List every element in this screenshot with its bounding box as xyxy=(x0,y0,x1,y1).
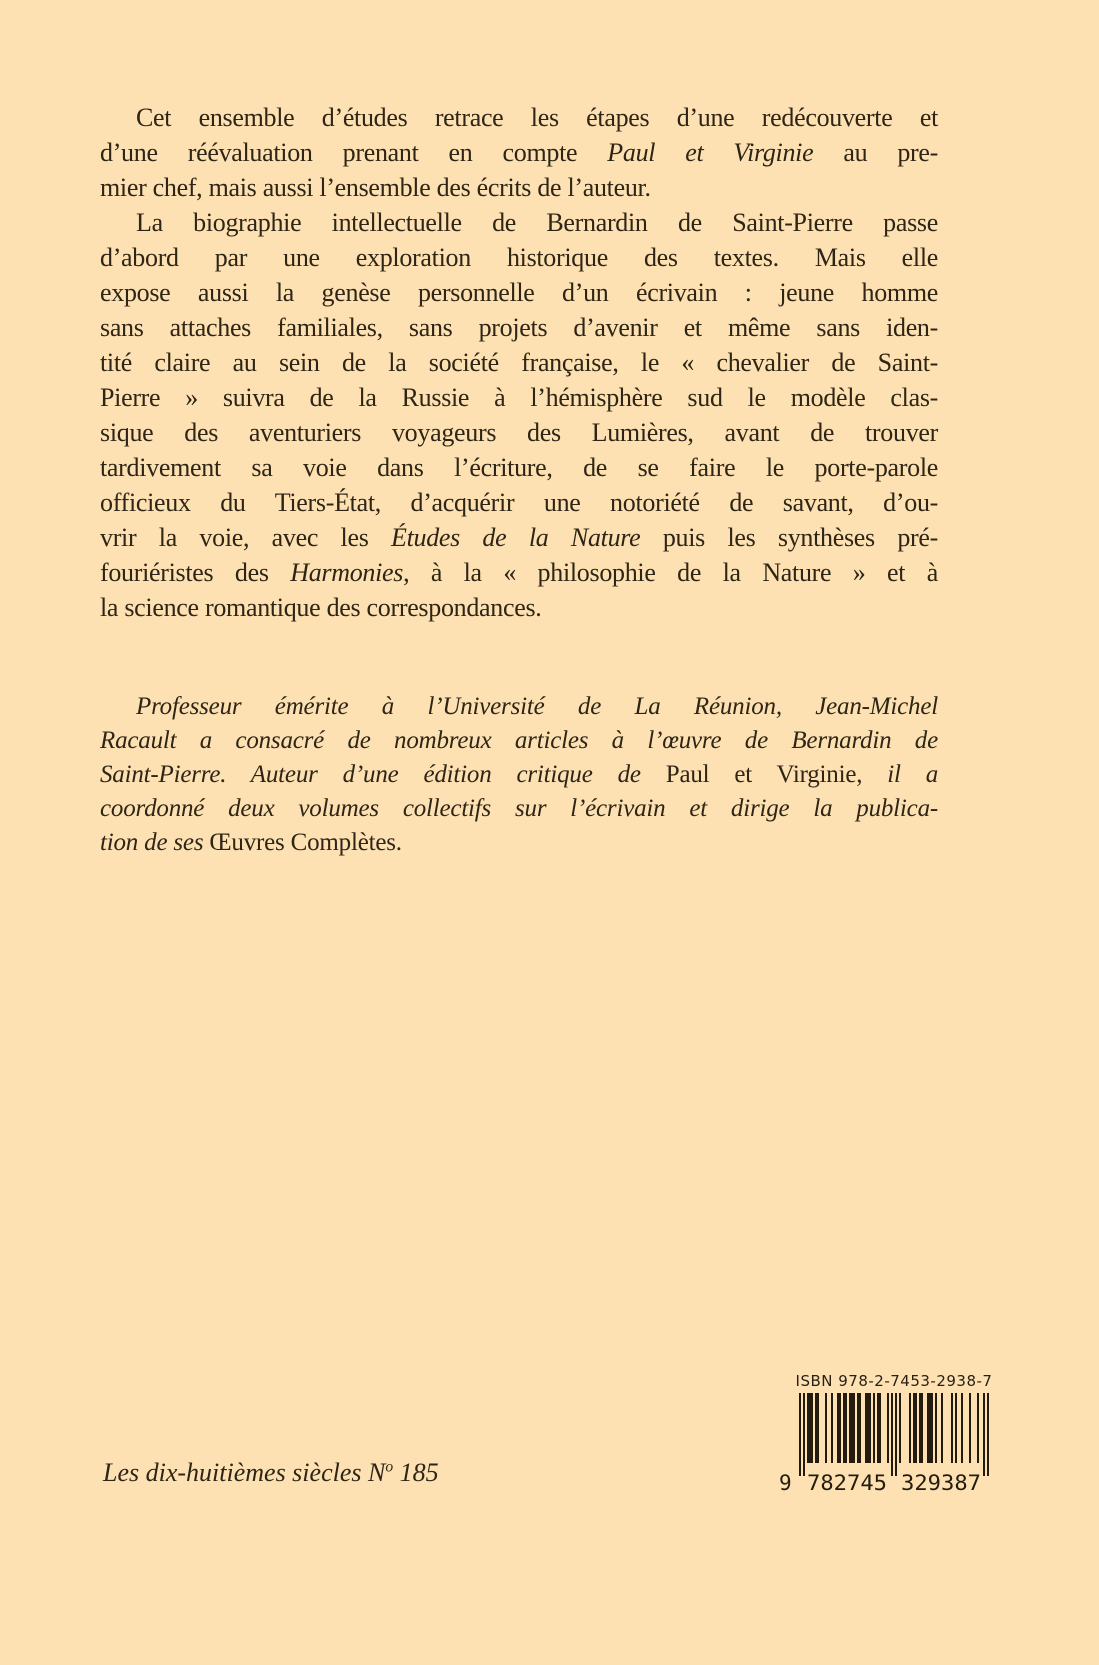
barcode-bar xyxy=(839,1393,841,1463)
barcode-bar xyxy=(927,1393,929,1463)
barcode-bar xyxy=(961,1393,963,1463)
text-line xyxy=(100,275,938,310)
barcode-guard-bar xyxy=(987,1393,989,1476)
ean13-barcode xyxy=(777,1393,991,1493)
emphasized-text: Études de la Nature xyxy=(391,523,641,552)
barcode-bar xyxy=(845,1393,847,1463)
barcode-bar xyxy=(913,1393,915,1463)
barcode-bar xyxy=(831,1393,833,1463)
series-label-text: Les dix-huitièmes siècles N xyxy=(103,1458,386,1487)
barcode-bar xyxy=(931,1393,933,1463)
body-text: mier chef, mais aussi l’ensemble des écrits de l’auteur. xyxy=(100,173,651,202)
body-text: sique des aventuriers voyageurs des Lumières, avant de trouver xyxy=(100,418,938,447)
barcode-bar xyxy=(817,1393,819,1463)
barcode-bar xyxy=(935,1393,937,1463)
body-text: La biographie intellectuelle de Bernardin de Saint-Pierre passe xyxy=(136,208,938,237)
body-text: fouriéristes des xyxy=(100,558,291,587)
emphasized-text: Paul et Virginie xyxy=(607,138,814,167)
barcode-bar xyxy=(955,1393,957,1463)
series-label xyxy=(103,1458,439,1488)
text-line xyxy=(100,415,938,450)
barcode-bar xyxy=(915,1393,917,1463)
text-line xyxy=(100,310,938,345)
paragraph xyxy=(100,690,938,860)
body-text: Pierre » suivra de la Russie à l’hémisphère sud le modèle clas- xyxy=(100,383,938,412)
isbn-barcode-block xyxy=(777,1372,997,1493)
body-text: vrir la voie, avec les xyxy=(100,523,391,552)
emphasized-text: Paul et Virginie, xyxy=(665,761,863,788)
barcode-bar xyxy=(859,1393,861,1463)
barcode-bar xyxy=(851,1393,853,1463)
barcode-digits: 329387 xyxy=(901,1471,981,1493)
text-line xyxy=(100,520,938,555)
body-text: Cet ensemble d’études retrace les étapes d’une redécouverte et xyxy=(136,103,938,132)
paragraph xyxy=(100,205,938,625)
body-text: Saint-Pierre. Auteur d’une édition critique de xyxy=(100,761,666,788)
barcode-bar xyxy=(867,1393,869,1463)
barcode-bar xyxy=(825,1393,827,1463)
synopsis-text-block xyxy=(100,100,938,625)
barcode-guard-bar xyxy=(799,1393,801,1476)
text-line xyxy=(100,485,938,520)
text-line xyxy=(100,205,938,240)
barcode-bar xyxy=(887,1393,889,1463)
text-line xyxy=(100,450,938,485)
barcode-bar xyxy=(865,1393,867,1463)
body-text: coordonné deux volumes collectifs sur l’écrivain et dirige la publica- xyxy=(100,795,938,822)
isbn-label: ISBN 978-2-7453-2938-7 xyxy=(795,1372,993,1390)
text-line xyxy=(100,826,938,860)
barcode-bar xyxy=(919,1393,921,1463)
body-text: tité claire au sein de la société française, le « chevalier de Saint- xyxy=(100,348,938,377)
barcode-bar xyxy=(977,1393,979,1463)
barcode-bar xyxy=(951,1393,953,1463)
emphasized-text: Harmonies xyxy=(290,558,404,587)
text-line xyxy=(100,380,938,415)
barcode-bar xyxy=(849,1393,851,1463)
barcode-bar xyxy=(837,1393,839,1463)
text-line xyxy=(100,345,938,380)
body-text: , à la « philosophie de la Nature » et à xyxy=(403,558,938,587)
body-text: Professeur émérite à l’Université de La Réunion, Jean-Michel xyxy=(136,693,938,720)
barcode-bar xyxy=(809,1393,811,1463)
author-bio-block xyxy=(100,690,938,860)
barcode-guard-bar xyxy=(891,1393,893,1476)
barcode-bar xyxy=(815,1393,817,1463)
barcode-bar xyxy=(879,1393,881,1463)
body-text: puis les synthèses pré- xyxy=(640,523,938,552)
body-text: sans attaches familiales, sans projets d’avenir et même sans iden- xyxy=(100,313,938,342)
emphasized-text: Œuvres Complètes. xyxy=(209,829,402,856)
barcode-digits: 9 xyxy=(779,1471,792,1493)
body-text: tion de ses xyxy=(100,829,210,856)
text-line xyxy=(100,758,938,792)
barcode-bar xyxy=(909,1393,911,1463)
text-line xyxy=(100,135,938,170)
barcode-bar xyxy=(857,1393,859,1463)
body-text: officieux du Tiers-État, d’acquérir une notoriété de savant, d’ou- xyxy=(100,488,938,517)
barcode-bar xyxy=(929,1393,931,1463)
text-line xyxy=(100,690,938,724)
text-line xyxy=(100,792,938,826)
barcode-bar xyxy=(811,1393,813,1463)
text-line xyxy=(100,724,938,758)
barcode-bar xyxy=(869,1393,871,1463)
barcode-bar xyxy=(843,1393,845,1463)
body-text: expose aussi la genèse personnelle d’un écrivain : jeune homme xyxy=(100,278,938,307)
barcode-digits: 782745 xyxy=(807,1471,887,1493)
barcode-bar xyxy=(877,1393,879,1463)
barcode-bar xyxy=(941,1393,943,1463)
text-line xyxy=(100,590,938,625)
body-text: au pre- xyxy=(813,138,939,167)
body-text: Racault a consacré de nombreux articles à l’œuvre de Bernardin de xyxy=(100,727,938,754)
barcode-guard-bar xyxy=(895,1393,897,1476)
text-line xyxy=(100,555,938,590)
body-text: d’abord par une exploration historique des textes. Mais elle xyxy=(100,243,938,272)
barcode-bar xyxy=(873,1393,875,1463)
barcode-bar xyxy=(921,1393,923,1463)
body-text: la science romantique des correspondances. xyxy=(100,593,542,622)
barcode-guard-bar xyxy=(803,1393,805,1476)
barcode-bar xyxy=(853,1393,855,1463)
text-line xyxy=(100,100,938,135)
paragraph xyxy=(100,100,938,205)
barcode-guard-bar xyxy=(983,1393,985,1476)
body-text: il a xyxy=(862,761,938,788)
text-line xyxy=(100,170,938,205)
series-number-ordinal: o xyxy=(385,1458,394,1476)
series-number: 185 xyxy=(393,1458,439,1487)
text-line xyxy=(100,240,938,275)
barcode-bar xyxy=(969,1393,971,1463)
barcode-bar xyxy=(807,1393,809,1463)
body-text: d’une réévaluation prenant en compte xyxy=(100,138,608,167)
barcode-bar xyxy=(899,1393,901,1463)
body-text: tardivement sa voie dans l’écriture, de se faire le porte-parole xyxy=(100,453,938,482)
